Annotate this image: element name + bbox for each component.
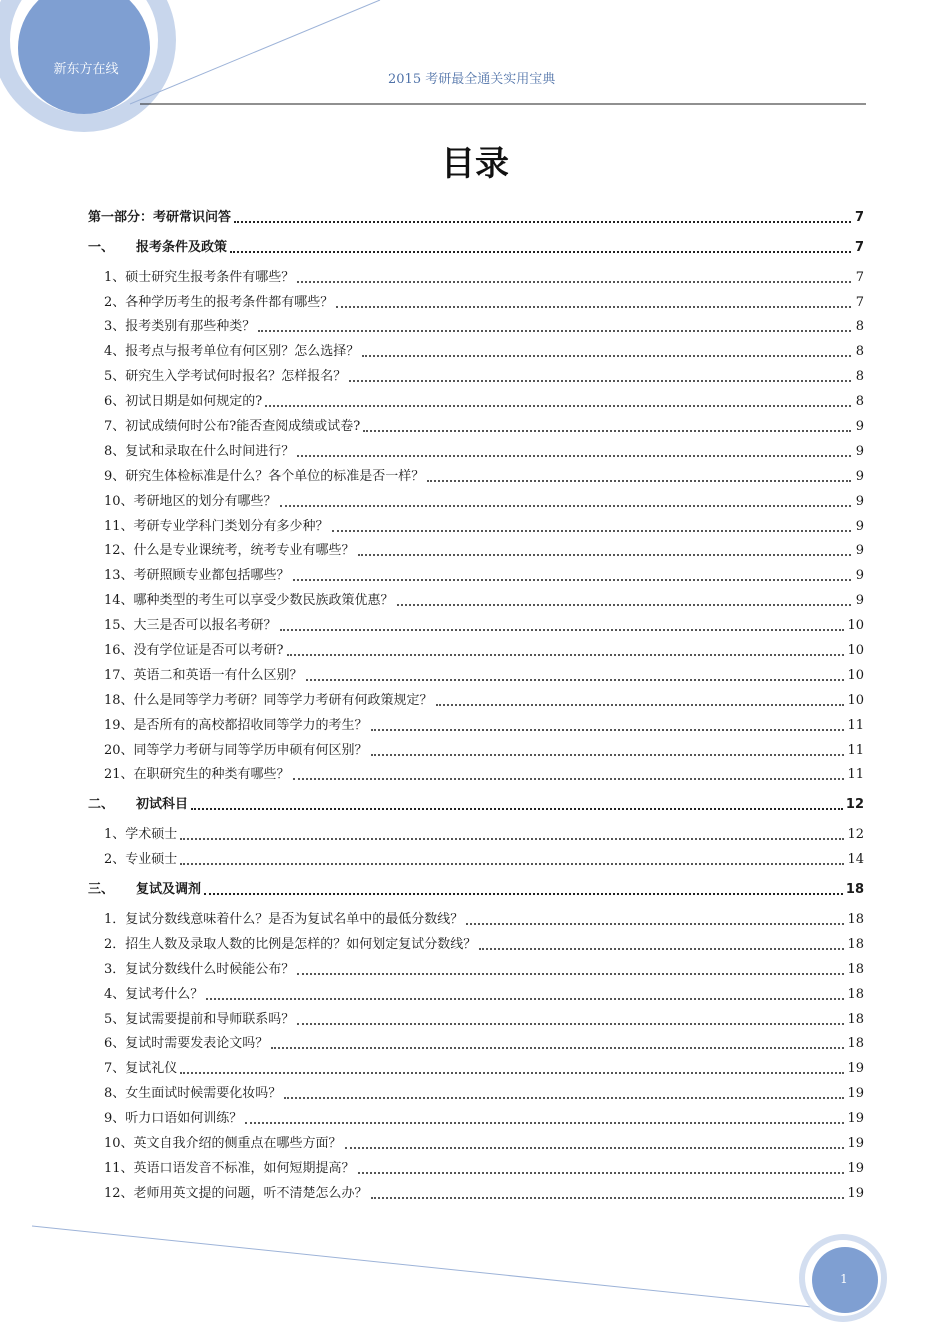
toc-leader-dots (280, 628, 845, 631)
toc-entry[interactable] (88, 818, 864, 843)
toc-section-entry[interactable] (88, 201, 864, 226)
toc-entry-text: 13、考研照顾专业都包括哪些？ (104, 568, 290, 584)
toc-leader-dots (336, 305, 851, 308)
toc-page-number: 12 (847, 827, 864, 843)
toc-entry-text: 初试科目 (136, 797, 189, 813)
toc-leader-dots (280, 504, 851, 507)
toc-entry[interactable] (88, 335, 864, 360)
toc-page-number: 11 (847, 742, 864, 758)
toc-page-number: 19 (847, 1061, 864, 1077)
page-title: 目录 (441, 144, 509, 184)
toc-page-number: 8 (855, 394, 864, 410)
toc-entry-text: 3、报考类别有那些种类？ (104, 319, 256, 335)
toc-page-number: 10 (847, 618, 864, 634)
toc-page-number: 7 (854, 239, 864, 255)
toc-entry[interactable] (88, 360, 864, 385)
toc-page-number: 18 (847, 1011, 864, 1027)
logo-text: 新东方在线 (53, 62, 119, 77)
toc-entry[interactable] (88, 535, 864, 560)
toc-entry[interactable] (88, 609, 864, 634)
toc-page-number: 8 (855, 344, 864, 360)
toc-entry-text: 11、英语口语发音不标准，如何短期提高？ (104, 1160, 355, 1176)
toc-page-number: 18 (847, 911, 864, 927)
toc-entry-text: 报考条件及政策 (136, 239, 228, 255)
toc-entry-text: 7、初试成绩何时公布?能否查阅成绩或试卷? (104, 419, 361, 435)
toc-entry[interactable] (88, 978, 864, 1003)
toc-entry-text: 1、硕士研究生报考条件有哪些？ (104, 269, 295, 285)
toc-page-number: 9 (855, 518, 864, 534)
toc-entry-text: 7、复试礼仪 (104, 1061, 178, 1077)
toc-leader-dots (332, 529, 851, 532)
toc-leader-dots (358, 1171, 845, 1174)
toc-entry-text: 5、研究生入学考试何时报名？怎样报名？ (104, 369, 347, 385)
toc-entry[interactable] (88, 510, 864, 535)
toc-page-number: 9 (855, 593, 864, 609)
toc-section-entry[interactable] (88, 873, 864, 898)
toc-page-number: 19 (847, 1185, 864, 1201)
toc-entry[interactable] (88, 1127, 864, 1152)
toc-page-number: 18 (847, 936, 864, 952)
toc-leader-dots (358, 553, 851, 556)
toc-entry[interactable] (88, 1077, 864, 1102)
toc-page-number: 9 (855, 419, 864, 435)
toc-leader-dots (180, 1071, 844, 1074)
toc-entry-text: 17、英语二和英语一有什么区别？ (104, 667, 303, 683)
toc-page-number: 10 (847, 643, 864, 659)
toc-entry[interactable] (88, 1177, 864, 1202)
toc-page-number: 12 (845, 797, 864, 813)
toc-leader-dots (297, 1022, 844, 1025)
toc-section-entry[interactable] (88, 231, 864, 256)
toc-entry-text: 1．复试分数线意味着什么？是否为复试名单中的最低分数线？ (104, 911, 464, 927)
toc-section-number: 三、 (88, 882, 115, 898)
toc-entry[interactable] (88, 584, 864, 609)
toc-entry-text: 9、研究生体检标准是什么？各个单位的标准是否一样？ (104, 468, 425, 484)
toc-section-number: 一、 (88, 239, 115, 255)
toc-entry-text: 11、考研专业学科门类划分有多少种？ (104, 518, 329, 534)
toc-entry[interactable] (88, 903, 864, 928)
toc-leader-dots (180, 837, 844, 840)
toc-section-number: 二、 (88, 797, 115, 813)
toc-page-number: 19 (847, 1160, 864, 1176)
toc-entry-text: 2、各种学历考生的报考条件都有哪些？ (104, 294, 334, 310)
toc-entry[interactable] (88, 953, 864, 978)
toc-entry-text: 6、初试日期是如何规定的? (104, 394, 263, 410)
toc-entry-text: 4、报考点与报考单位有何区别？怎么选择？ (104, 344, 360, 360)
toc-entry[interactable] (88, 928, 864, 953)
toc-entry-text: 6、复试时需要发表论文吗？ (104, 1036, 269, 1052)
toc-leader-dots (362, 354, 851, 357)
toc-leader-dots (265, 404, 851, 407)
toc-entry[interactable] (88, 843, 864, 868)
toc-entry-text: 3．复试分数线什么时候能公布？ (104, 961, 295, 977)
toc-entry[interactable] (88, 460, 864, 485)
toc-page-number: 18 (847, 986, 864, 1002)
toc-page-number: 9 (855, 443, 864, 459)
toc-leader-dots (191, 807, 843, 810)
toc-page-number: 19 (847, 1086, 864, 1102)
toc-leader-dots (306, 678, 845, 681)
toc-entry[interactable] (88, 759, 864, 784)
toc-page-number: 18 (845, 882, 864, 898)
toc-entry-text: 第一部分：考研常识问答 (88, 209, 232, 225)
toc-entry-text: 10、考研地区的划分有哪些？ (104, 493, 277, 509)
toc-entry[interactable] (88, 1102, 864, 1127)
toc-entry[interactable] (88, 559, 864, 584)
toc-leader-dots (180, 862, 844, 865)
toc-leader-dots (371, 1196, 845, 1199)
toc-leader-dots (297, 280, 851, 283)
toc-page-number: 8 (855, 369, 864, 385)
toc-leader-dots (397, 603, 851, 606)
toc-page-number: 19 (847, 1135, 864, 1151)
toc-entry-text: 复试及调剂 (136, 882, 202, 898)
toc-leader-dots (479, 947, 844, 950)
toc-entry[interactable] (88, 435, 864, 460)
toc-entry[interactable] (88, 410, 864, 435)
toc-entry-text: 2、专业硕士 (104, 852, 178, 868)
toc-entry-text: 15、大三是否可以报名考研？ (104, 618, 277, 634)
header-title: 2015 考研最全通关实用宝典 (388, 72, 556, 87)
toc-entry-text: 14、哪种类型的考生可以享受少数民族政策优惠？ (104, 593, 394, 609)
toc-entry[interactable] (88, 1003, 864, 1028)
toc-entry[interactable] (88, 1052, 864, 1077)
footer-diagonal-line (32, 1226, 860, 1312)
toc-page-number: 7 (854, 209, 864, 225)
toc-entry-text: 19、是否所有的高校都招收同等学力的考生？ (104, 717, 368, 733)
toc-leader-dots (436, 703, 845, 706)
toc-leader-dots (245, 1121, 844, 1124)
toc-entry-text: 1、学术硕士 (104, 827, 178, 843)
toc-entry[interactable] (88, 734, 864, 759)
toc-entry-text: 21、在职研究生的种类有哪些？ (104, 767, 290, 783)
toc-leader-dots (204, 892, 843, 895)
toc-entry[interactable] (88, 709, 864, 734)
toc-leader-dots (363, 429, 851, 432)
toc-entry-text: 2．招生人数及录取人数的比例是怎样的？如何划定复试分数线？ (104, 936, 477, 952)
toc-leader-dots (206, 997, 844, 1000)
toc-leader-dots (234, 220, 851, 223)
toc-page-number: 18 (847, 1036, 864, 1052)
toc-page-number: 11 (847, 767, 864, 783)
toc-leader-dots (345, 1146, 845, 1149)
toc-entry-text: 8、复试和录取在什么时间进行？ (104, 443, 295, 459)
toc-entry-text: 9、听力口语如何训练？ (104, 1111, 243, 1127)
toc-entry[interactable] (88, 261, 864, 286)
toc-leader-dots (466, 922, 844, 925)
toc-entry-text: 8、女生面试时候需要化妆吗？ (104, 1086, 282, 1102)
toc-leader-dots (287, 653, 845, 656)
toc-leader-dots (293, 777, 845, 780)
toc-page-number: 9 (855, 493, 864, 509)
toc-leader-dots (371, 753, 845, 756)
toc-entry[interactable] (88, 684, 864, 709)
toc-leader-dots (427, 479, 851, 482)
toc-entry[interactable] (88, 634, 864, 659)
toc-entry[interactable] (88, 311, 864, 336)
toc-leader-dots (258, 329, 851, 332)
toc-entry-text: 18、什么是同等学力考研？同等学力考研有何政策规定？ (104, 692, 433, 708)
toc-leader-dots (230, 250, 851, 253)
toc-page-number: 8 (855, 319, 864, 335)
toc-page-number: 11 (847, 717, 864, 733)
toc-entry[interactable] (88, 659, 864, 684)
toc-page-number: 9 (855, 543, 864, 559)
toc-entry[interactable] (88, 485, 864, 510)
toc-leader-dots (297, 972, 844, 975)
toc-page-number: 9 (855, 468, 864, 484)
toc-entry-text: 4、复试考什么？ (104, 986, 204, 1002)
toc-entry-text: 12、老师用英文提的问题，听不清楚怎么办？ (104, 1185, 368, 1201)
toc-leader-dots (349, 379, 851, 382)
toc-leader-dots (297, 454, 851, 457)
toc-leader-dots (284, 1096, 844, 1099)
toc-entry-text: 12、什么是专业课统考，统考专业有哪些？ (104, 543, 355, 559)
toc-entry-text: 5、复试需要提前和导师联系吗？ (104, 1011, 295, 1027)
toc-section-entry[interactable] (88, 788, 864, 813)
toc-page-number: 18 (847, 961, 864, 977)
toc-page-number: 7 (855, 294, 864, 310)
toc-leader-dots (271, 1046, 844, 1049)
toc-entry[interactable] (88, 385, 864, 410)
toc-entry-text: 10、英文自我介绍的侧重点在哪些方面？ (104, 1135, 342, 1151)
toc-leader-dots (371, 728, 845, 731)
toc-page-number: 7 (855, 269, 864, 285)
table-of-contents (88, 196, 864, 1202)
toc-page-number: 10 (847, 667, 864, 683)
toc-entry[interactable] (88, 1028, 864, 1053)
toc-entry[interactable] (88, 1152, 864, 1177)
toc-page-number: 10 (847, 692, 864, 708)
toc-leader-dots (293, 578, 851, 581)
toc-page-number: 9 (855, 568, 864, 584)
toc-page-number: 14 (847, 852, 864, 868)
toc-page-number: 19 (847, 1111, 864, 1127)
page-number: 1 (840, 1272, 848, 1286)
toc-entry-text: 20、同等学力考研与同等学历申硕有何区别？ (104, 742, 368, 758)
toc-entry-text: 16、没有学位证是否可以考研? (104, 643, 284, 659)
toc-entry[interactable] (88, 286, 864, 311)
